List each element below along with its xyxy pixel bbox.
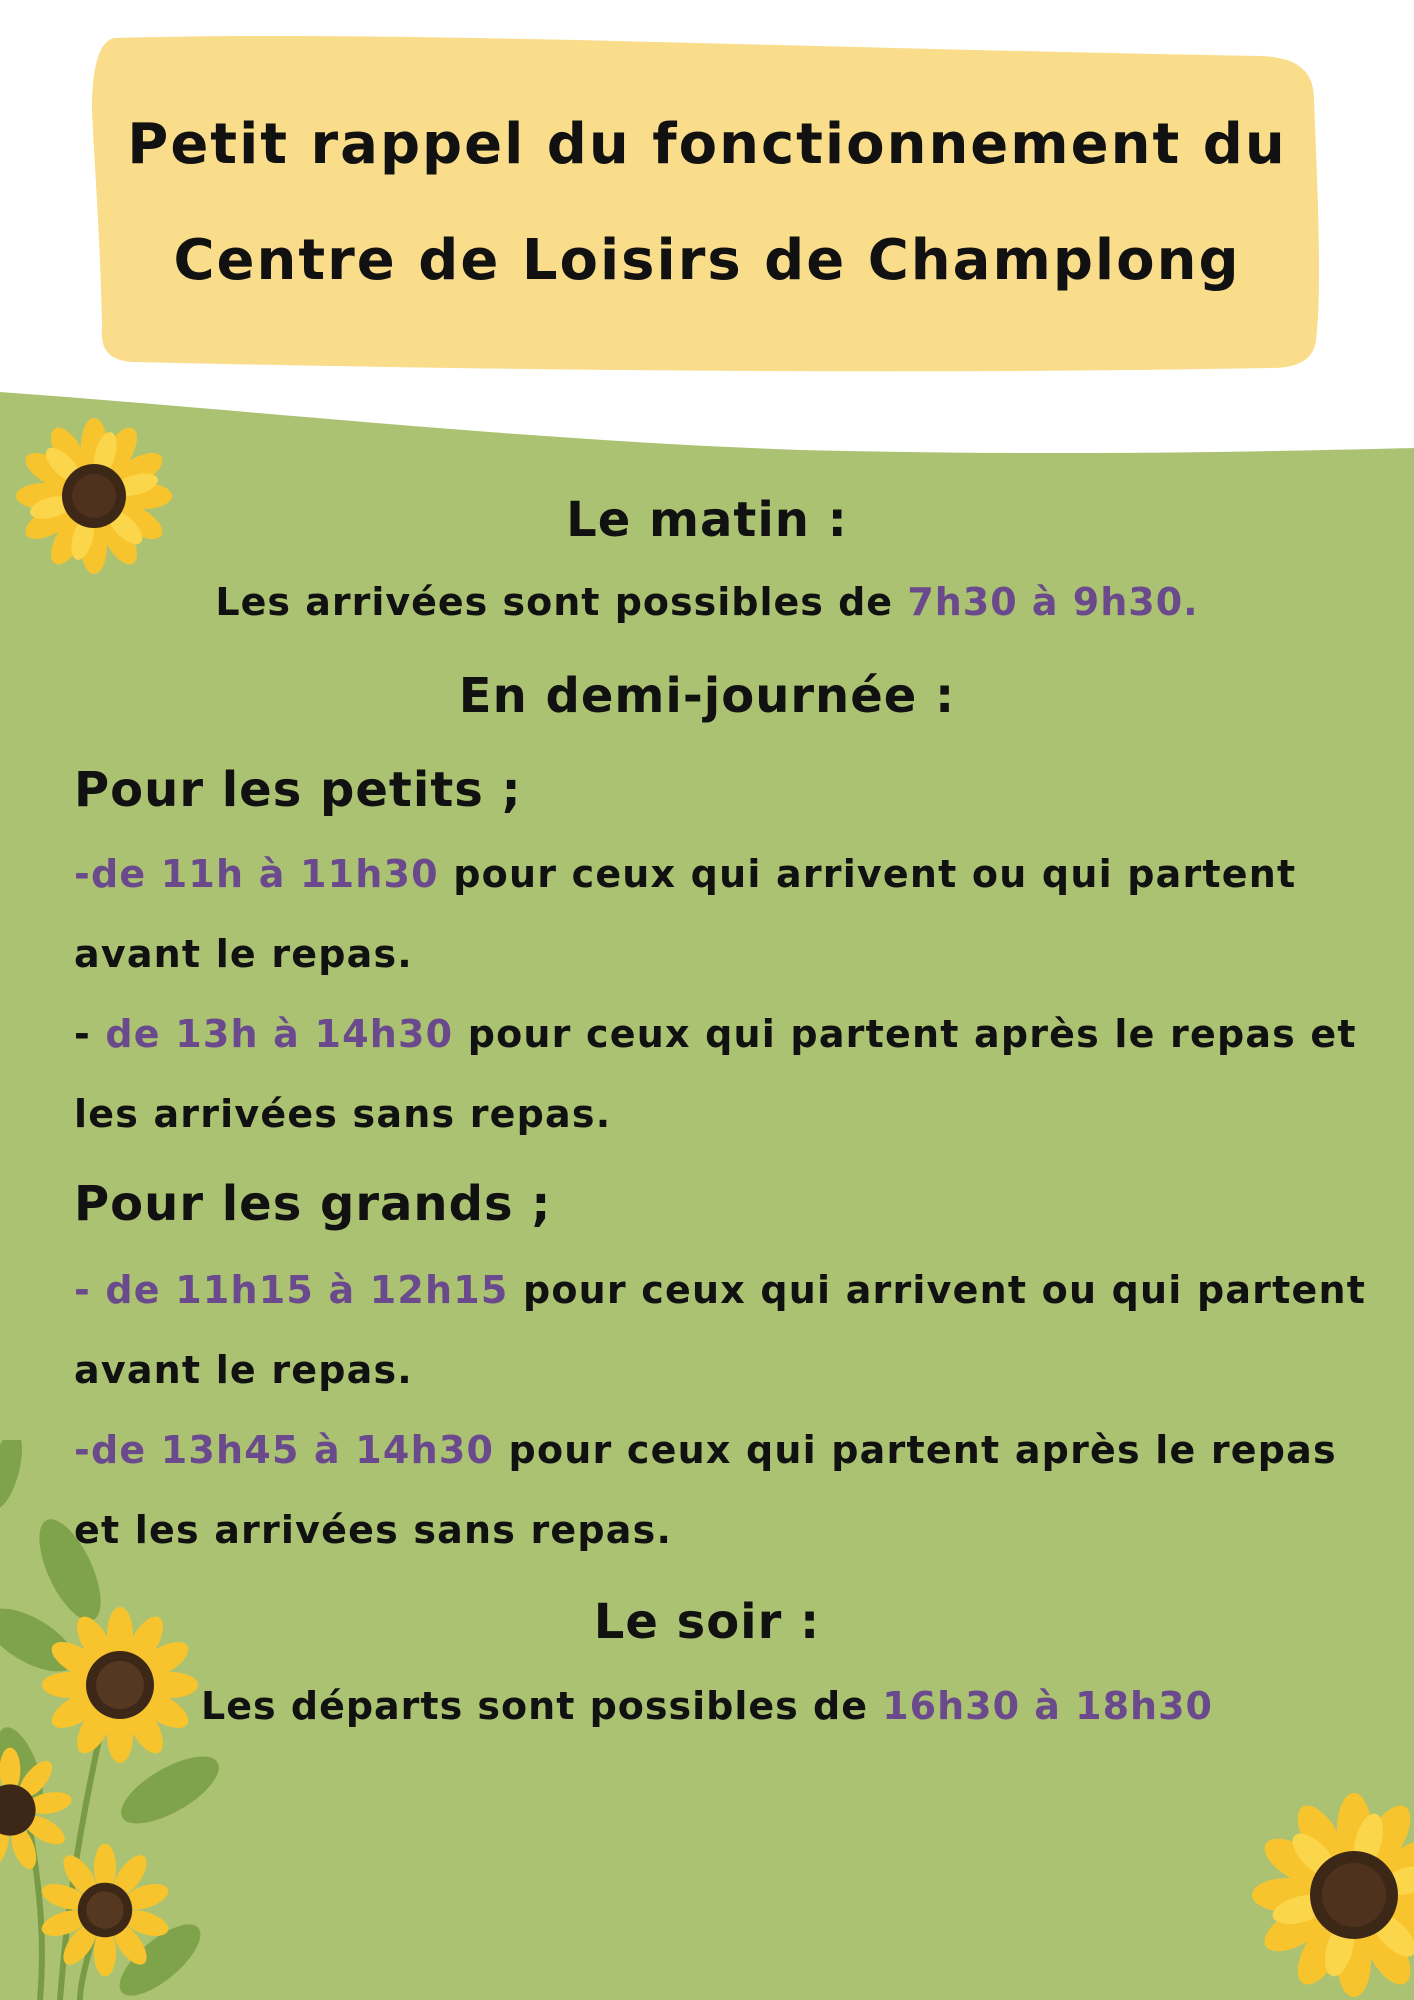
- big-kids-line-2: [74, 1428, 1337, 1472]
- big-kids-text-2: pour ceux qui partent après le repas: [494, 1428, 1337, 1472]
- big-kids-time-2: -de 13h45 à 14h30: [74, 1428, 495, 1472]
- small-kids-time-1: -de 11h à 11h30: [74, 852, 439, 896]
- big-kids-time-1: - de 11h15 à 12h15: [74, 1268, 509, 1312]
- morning-heading: Le matin :: [566, 492, 848, 548]
- page-title-line-2: Centre de Loisirs de Champlong: [173, 227, 1241, 293]
- small-kids-line-1-cont: avant le repas.: [74, 932, 413, 976]
- evening-text: Les départs sont possibles de: [201, 1684, 883, 1728]
- small-kids-time-2: de 13h à 14h30: [105, 1012, 454, 1056]
- morning-line: [0, 580, 1414, 624]
- small-kids-heading: Pour les petits ;: [74, 762, 522, 818]
- small-kids-line-1: [74, 852, 1296, 896]
- small-kids-text-2: pour ceux qui partent après le repas et: [453, 1012, 1357, 1056]
- big-kids-line-1-cont: avant le repas.: [74, 1348, 413, 1392]
- sunflower-icon: [14, 416, 174, 576]
- big-kids-line-2-cont: et les arrivées sans repas.: [74, 1508, 673, 1552]
- small-kids-text-1: pour ceux qui arrivent ou qui partent: [438, 852, 1297, 896]
- big-kids-line-1: [74, 1268, 1366, 1312]
- morning-time: 7h30 à 9h30.: [907, 580, 1199, 624]
- small-kids-line-2-cont: les arrivées sans repas.: [74, 1092, 612, 1136]
- small-kids-line-2: [74, 1012, 1357, 1056]
- page-title-line-1: Petit rappel du fonctionnement du: [127, 111, 1287, 177]
- sunflower-icon: [1214, 1790, 1414, 2000]
- evening-time: 16h30 à 18h30: [882, 1684, 1213, 1728]
- evening-heading: Le soir :: [593, 1594, 821, 1650]
- big-kids-heading: Pour les grands ;: [74, 1176, 552, 1232]
- morning-text: Les arrivées sont possibles de: [215, 580, 908, 624]
- half-day-heading: En demi-journée :: [458, 668, 956, 724]
- sunflower-bouquet-icon: [0, 1440, 240, 2000]
- small-kids-prefix-2: -: [74, 1012, 106, 1056]
- big-kids-text-1: pour ceux qui arrivent ou qui partent: [508, 1268, 1367, 1312]
